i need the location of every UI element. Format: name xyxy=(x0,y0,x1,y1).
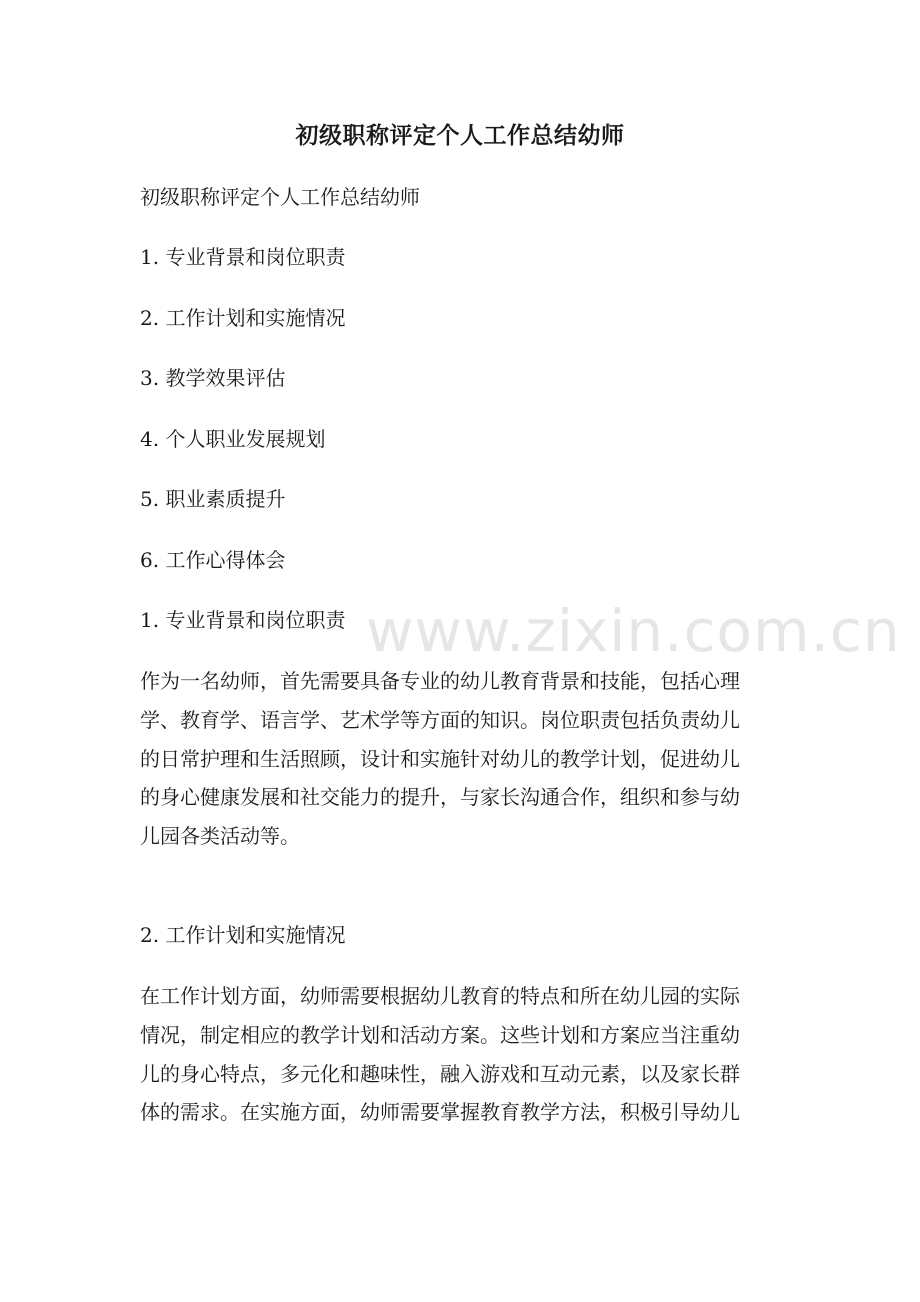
outline-item: 4. 个人职业发展规划 xyxy=(140,427,326,451)
paragraph-line: 儿园各类活动等。 xyxy=(140,824,300,849)
paragraph-line: 情况，制定相应的教学计划和活动方案。这些计划和方案应当注重幼 xyxy=(140,1022,740,1047)
section-paragraph xyxy=(140,662,782,856)
section-heading: 1. 专业背景和岗位职责 xyxy=(140,608,346,632)
paragraph-line: 的身心健康发展和社交能力的提升，与家长沟通合作，组织和参与幼 xyxy=(140,785,740,810)
watermark: www.zixin.com.cn xyxy=(366,597,901,665)
paragraph-line: 体的需求。在实施方面，幼师需要掌握教育教学方法，积极引导幼儿 xyxy=(140,1100,740,1125)
outline-item: 3. 教学效果评估 xyxy=(140,366,286,390)
paragraph-line: 学、教育学、语言学、艺术学等方面的知识。岗位职责包括负责幼儿 xyxy=(140,707,740,732)
outline-item: 1. 专业背景和岗位职责 xyxy=(140,245,346,269)
paragraph-line: 在工作计划方面，幼师需要根据幼儿教育的特点和所在幼儿园的实际 xyxy=(140,984,740,1008)
section-paragraph xyxy=(140,977,782,1132)
document-title: 初级职称评定个人工作总结幼师 xyxy=(295,122,625,149)
outline-item: 2. 工作计划和实施情况 xyxy=(140,306,346,330)
outline-item: 5. 职业素质提升 xyxy=(140,487,286,511)
section-heading: 2. 工作计划和实施情况 xyxy=(140,923,346,947)
paragraph-line: 作为一名幼师，首先需要具备专业的幼儿教育背景和技能，包括心理 xyxy=(140,669,740,693)
paragraph-line: 儿的身心特点，多元化和趣味性，融入游戏和互动元素，以及家长群 xyxy=(140,1061,740,1086)
document-subtitle: 初级职称评定个人工作总结幼师 xyxy=(140,185,420,209)
paragraph-line: 的日常护理和生活照顾，设计和实施针对幼儿的教学计划，促进幼儿 xyxy=(140,746,740,771)
outline-item: 6. 工作心得体会 xyxy=(140,548,286,572)
